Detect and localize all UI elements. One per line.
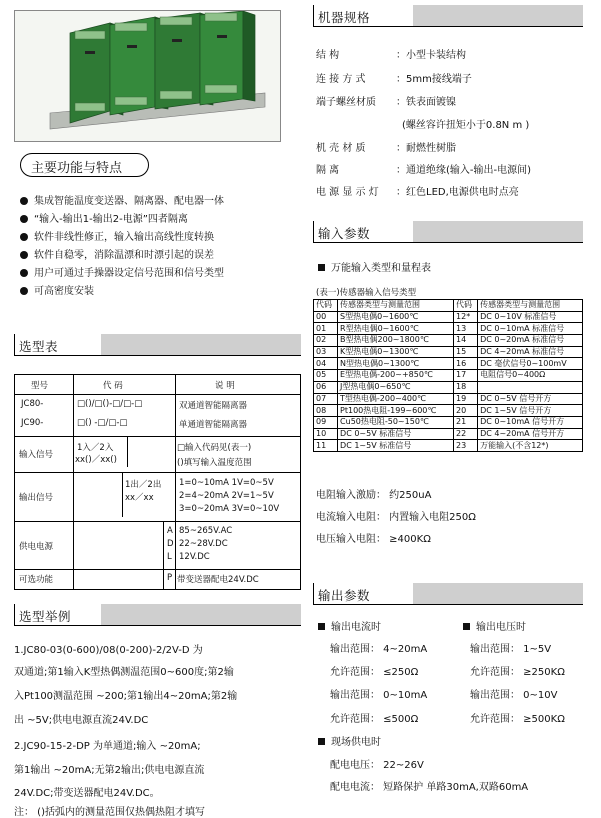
output-voltage-head: 输出电压时 <box>463 618 526 633</box>
feature-item: 软件自稳零，消除温漂和时漂引起的误差 <box>20 246 214 261</box>
sel-model-jc90: JC90- <box>21 418 44 428</box>
sel-power-desc: 12V.DC <box>179 552 210 562</box>
spec-row: 结 构 ：小型卡装结构 <box>316 50 466 61</box>
input-param: 电阻输入激励： 约250uA <box>316 490 432 501</box>
sel-power-code: L <box>167 552 172 562</box>
input-title: 输入参数 <box>318 226 371 241</box>
sel-output-desc: 3=0~20mA 3V=0~10V <box>179 504 280 514</box>
table-row: 00 S型热电偶0~1600℃ 12* DC 0~10V 标准信号 <box>314 311 583 323</box>
example-line: 双通道;第1输入K型热偶测温范围0~600度;第2输 <box>14 667 234 678</box>
table-header-cell: 代码 <box>314 300 338 312</box>
product-image-frame <box>14 10 281 142</box>
example-line: 2.JC90-15-2-DP 为单通道;输入 ~20mA; <box>14 741 201 752</box>
feature-item: “输入-输出1-输出2-电源”四者隔离 <box>20 210 188 225</box>
sel-code-jc80: □()/□()-□/□-□ <box>77 399 143 409</box>
output-current-row: 输出范围： 0~10mA <box>330 690 428 701</box>
example-line: 入Pt100测温范围 ~200;第1输出4~20mA;第2输 <box>14 691 238 702</box>
output-voltage-row: 允许范围： ≥500KΩ <box>470 714 565 725</box>
input-type-table <box>313 299 583 452</box>
example-line: 1.JC80-03(0-600)/08(0-200)-2/2V-D 为 <box>14 645 203 656</box>
product-image <box>15 11 280 141</box>
feature-item: 可高密度安装 <box>20 282 94 297</box>
table-row: 02 B型热电偶200~1800℃ 14 DC 0~20mA 标准信号 <box>314 335 583 347</box>
spec-row: 机 壳 材 质 ：耐燃性树脂 <box>316 143 456 154</box>
table-row: 05 E型热电偶-200~+850℃ 17 电阻信号0~400Ω <box>314 370 583 382</box>
table-header-cell: 传感器类型与测量范围 <box>338 300 454 312</box>
table-row: 11 DC 1~5V 标准信号 23 万能输入(不含12*) <box>314 440 583 452</box>
sel-output-code-a: 1出／2出 <box>125 480 162 490</box>
sel-input-desc-a: □输入代码见(表一) <box>177 443 252 453</box>
sel-power-desc: 22~28V.DC <box>179 539 228 549</box>
sel-power-label: 供电电源 <box>19 542 54 552</box>
spec-row: (螺丝容许扭矩小于0.8N m ) <box>402 120 530 131</box>
square-bullet-icon <box>318 623 325 630</box>
input-param: 电压输入电阻： ≥400KΩ <box>316 534 431 545</box>
input-subtitle: 万能输入类型和量程表 <box>318 259 431 274</box>
input-table-caption: (表一)传感器输入信号类型 <box>316 288 417 298</box>
sel-input-code-b: xx()／xx() <box>75 455 117 465</box>
selection-title: 选型表 <box>19 339 59 354</box>
sel-code-jc90: □() -□/□-□ <box>77 418 128 428</box>
square-bullet-icon <box>318 738 325 745</box>
feature-item: 软件非线性修正，输入输出高线性度转换 <box>20 228 214 243</box>
example-section-header <box>14 604 301 626</box>
spec-row: 连 接 方 式 ：5mm接线端子 <box>316 74 472 85</box>
output-section-header <box>313 583 583 605</box>
example-line: 第1输出 ~20mA;无第2输出;供电电源直流 <box>14 765 205 776</box>
selection-section-header <box>14 334 301 356</box>
input-section-header <box>313 221 583 243</box>
sel-header-code: 代 码 <box>103 381 123 391</box>
specs-section-header <box>313 5 583 27</box>
sel-desc-jc80: 双通道智能隔离器 <box>179 401 248 411</box>
features-title-box <box>20 153 149 177</box>
sel-output-label: 输出信号 <box>19 493 54 503</box>
sel-input-label: 输入信号 <box>19 450 54 460</box>
table-row: 06 J型热电偶0~650℃ 18 <box>314 381 583 393</box>
sel-power-code: A <box>167 526 173 536</box>
square-bullet-icon <box>463 623 470 630</box>
table-row: 10 DC 0~5V 标准信号 22 DC 4~20mA 信号开方 <box>314 428 583 440</box>
table-row: 09 Cu50热电阻-50~150℃ 21 DC 0~10mA 信号开方 <box>314 416 583 428</box>
sel-input-code-a: 1入／2入 <box>77 443 114 453</box>
sel-output-code-b: xx／xx <box>125 493 154 503</box>
output-current-row: 允许范围： ≤250Ω <box>330 667 419 678</box>
output-field-row: 配电电流： 短路保护 单路30mA,双路60mA <box>330 782 529 793</box>
bullet-icon <box>20 269 28 277</box>
features-title: 主要功能与特点 <box>31 161 123 176</box>
selection-table <box>14 374 301 590</box>
output-voltage-row: 允许范围： ≥250KΩ <box>470 667 565 678</box>
input-param: 电流输入电阻： 内置输入电阻250Ω <box>316 512 476 523</box>
spec-row: 端子螺丝材质 ：铁表面镀镍 <box>316 97 456 108</box>
output-field-head: 现场供电时 <box>318 733 381 748</box>
output-current-head: 输出电流时 <box>318 618 381 633</box>
bullet-icon <box>20 251 28 259</box>
example-note: 注： ()括弧内的测量范围仅热偶热阻才填写 <box>14 807 205 818</box>
spec-row: 隔 离 ：通道绝缘(输入-输出-电源间) <box>316 165 532 176</box>
table-row: 04 N型热电偶0~1300℃ 16 DC 毫伏信号0~100mV <box>314 358 583 370</box>
table-row: 01 R型热电偶0~1600℃ 13 DC 0~10mA 标准信号 <box>314 323 583 335</box>
output-current-row: 输出范围： 4~20mA <box>330 644 428 655</box>
table-header-cell: 代码 <box>454 300 478 312</box>
sel-header-desc: 说 明 <box>215 381 235 391</box>
output-current-row: 允许范围： ≤500Ω <box>330 714 419 725</box>
sel-desc-jc90: 单通道智能隔离器 <box>179 420 248 430</box>
feature-item: 集成智能温度变送器、隔离器、配电器一体 <box>20 192 224 207</box>
sel-output-desc: 1=0~10mA 1V=0~5V <box>179 478 274 488</box>
sel-model-jc80: JC80- <box>21 399 44 409</box>
table-row: 08 Pt100热电阻-199~600℃ 20 DC 1~5V 信号开方 <box>314 405 583 417</box>
sel-output-desc: 2=4~20mA 2V=1~5V <box>179 491 274 501</box>
sel-power-desc: 85~265V.AC <box>179 526 233 536</box>
sel-option-desc: 带变送器配电24V.DC <box>177 575 259 585</box>
sel-option-label: 可选功能 <box>19 575 54 585</box>
table-header-row <box>314 300 583 312</box>
example-line: 出 ~5V;供电电源直流24V.DC <box>14 715 149 726</box>
example-line: 24V.DC;带变送器配电24V.DC。 <box>14 788 160 799</box>
sel-input-desc-b: ()填写输入温度范围 <box>177 458 252 468</box>
table-row: 07 T型热电偶-200~400℃ 19 DC 0~5V 信号开方 <box>314 393 583 405</box>
output-field-row: 配电电压： 22~26V <box>330 760 424 771</box>
bullet-icon <box>20 215 28 223</box>
bullet-icon <box>20 197 28 205</box>
output-voltage-row: 输出范围： 0~10V <box>470 690 558 701</box>
sel-power-code: D <box>167 539 174 549</box>
feature-item: 用户可通过手操器设定信号范围和信号类型 <box>20 264 224 279</box>
table-header-cell: 传感器类型与测量范围 <box>478 300 583 312</box>
output-title: 输出参数 <box>318 588 371 603</box>
bullet-icon <box>20 287 28 295</box>
output-voltage-row: 输出范围： 1~5V <box>470 644 552 655</box>
specs-title: 机器规格 <box>318 10 371 25</box>
sel-option-code: P <box>167 573 173 583</box>
example-title: 选型举例 <box>19 609 72 624</box>
square-bullet-icon <box>318 264 325 271</box>
bullet-icon <box>20 233 28 241</box>
spec-row: 电 源 显 示 灯 ：红色LED,电源供电时点亮 <box>316 187 519 198</box>
table-row: 03 K型热电偶0~1300℃ 15 DC 4~20mA 标准信号 <box>314 346 583 358</box>
sel-header-model: 型号 <box>31 381 49 391</box>
